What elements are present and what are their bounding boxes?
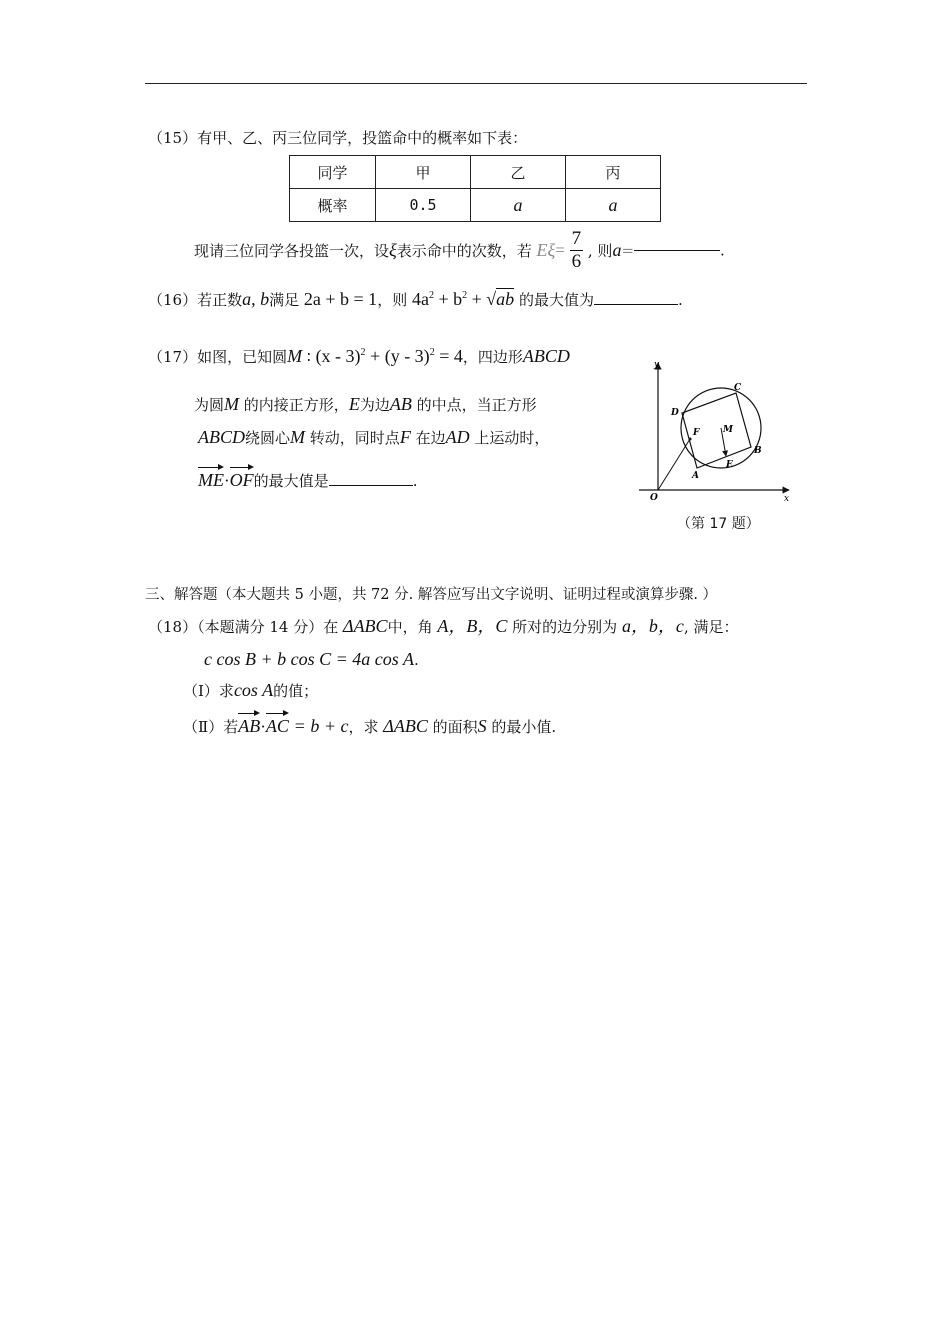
answer-blank: [634, 250, 720, 251]
q18-text: （Ⅱ）若: [183, 718, 239, 736]
vector-ME: ME: [198, 470, 224, 490]
fraction-denominator: 6: [571, 251, 582, 272]
var-a: a: [612, 240, 622, 260]
table-cell: 0.5: [376, 189, 471, 222]
var-M: M: [290, 427, 306, 447]
q18-text: 的值；: [273, 682, 319, 700]
dot-operator: ·: [260, 717, 266, 736]
table-row: [290, 189, 661, 222]
q17-text: 的最大值是: [253, 472, 329, 490]
cos-A: cos A: [233, 680, 274, 700]
label-D: D: [671, 408, 679, 418]
rhs-expr: = b + c: [293, 716, 349, 736]
vector-OF: OF: [229, 470, 254, 490]
period: .: [413, 651, 419, 669]
q18-part1: [183, 680, 318, 701]
sqrt-ab: ab: [496, 289, 515, 309]
q18-line1: [148, 612, 738, 638]
answer-blank: [594, 304, 678, 305]
expectation-symbol: Eξ: [536, 240, 556, 260]
colon: ∶: [306, 348, 311, 366]
q16-text: 满足: [269, 291, 300, 309]
q18-text: 的面积: [432, 718, 478, 736]
label-y: y: [654, 360, 660, 370]
vector-AB: AB: [238, 716, 261, 736]
table-cell: 同学: [290, 156, 376, 189]
q17-text: 为圆: [194, 396, 225, 414]
table-cell: 丙: [566, 156, 661, 189]
q17-line2: [194, 394, 537, 415]
label-M: M: [723, 425, 733, 435]
table-cell: a: [471, 189, 566, 222]
eq-part: (x - 3): [315, 346, 361, 366]
xi-symbol: ξ: [389, 240, 397, 260]
answer-blank: [329, 485, 413, 486]
max-expression: $4a^2 + b^2 + √ab$: [411, 289, 515, 309]
segment-AD: AD: [445, 427, 470, 447]
q15-prompt: （15）有甲、乙、丙三位同学，投篮命中的概率如下表：: [148, 129, 528, 147]
q17-text: 上运动时，: [474, 429, 550, 447]
q18-text: 所对的边分别为: [512, 618, 618, 636]
table-cell: 乙: [471, 156, 566, 189]
label-O: O: [650, 493, 658, 503]
table-cell: a: [566, 189, 661, 222]
equals-sign: =: [621, 241, 635, 260]
table-row: [290, 156, 661, 189]
q17-text: 在边: [415, 429, 446, 447]
q15-condition: [194, 228, 725, 273]
figure-caption: （第 17 题）: [677, 516, 760, 532]
q16-text: （16）若正数: [148, 291, 243, 309]
q17-text: （17）如图，已知圆: [148, 348, 288, 366]
q16-line: [148, 289, 683, 310]
period: .: [720, 241, 725, 260]
q18-text: 的最小值.: [491, 718, 557, 736]
angles-ABC: A，B，C: [437, 616, 508, 636]
table-cell: 甲: [376, 156, 471, 189]
label-C: C: [734, 383, 742, 393]
segment-OF: [658, 439, 690, 490]
q18-text: （18）（本题满分 14 分）在: [148, 618, 339, 636]
q18-condition: [204, 649, 419, 670]
q16-text: 的最大值为: [518, 291, 594, 309]
point-F: [689, 438, 692, 441]
q17-text: 转动，同时点: [309, 429, 400, 447]
condition-expr: c cos B + b cos C = 4a cos A: [204, 649, 414, 669]
eq-part: + (y - 3): [370, 346, 430, 366]
q17-text: 绕圆心: [245, 429, 291, 447]
q18-text: （Ⅰ）求: [183, 682, 234, 700]
var-F: F: [399, 427, 411, 447]
q17-line3: [198, 427, 549, 448]
q15-text: 表示命中的次数，若: [396, 242, 532, 260]
sides-abc: a，b，c: [621, 616, 684, 636]
var-E: E: [348, 394, 360, 414]
term-b: + b: [438, 289, 463, 309]
q18-text: ，求: [348, 718, 379, 736]
q15-text: , 则: [587, 242, 613, 260]
sqrt-sign: + √: [471, 289, 497, 309]
segment-AB: AB: [389, 394, 412, 414]
period: .: [677, 291, 683, 309]
var-M: M: [287, 346, 303, 366]
dot-operator: ·: [224, 471, 230, 490]
fraction-7-6: [570, 228, 584, 273]
label-x: x: [784, 494, 790, 504]
triangle-ABC: ΔABC: [343, 616, 388, 636]
label-A: A: [692, 471, 699, 481]
var-M: M: [224, 394, 240, 414]
label-E: E: [726, 460, 733, 470]
vector-AC: AC: [265, 716, 289, 736]
label-F: F: [693, 428, 700, 438]
equals-sign: =: [555, 240, 565, 260]
q17-figure: [634, 355, 794, 510]
circle-equation: (x - 3)$^2$ + (y - 3)$^2$ = 4: [315, 346, 463, 366]
q17-text: 的中点，当正方形: [416, 396, 537, 414]
square-ABCD: ABCD: [198, 427, 245, 447]
triangle-ABC: ΔABC: [383, 716, 428, 736]
q16-text: ，则: [377, 291, 408, 309]
label-B: B: [754, 446, 762, 456]
q18-text: , 满足：: [683, 618, 739, 636]
q15-text: 现请三位同学各投篮一次，设: [194, 242, 390, 260]
square-ABCD: ABCD: [522, 346, 570, 366]
fraction-numerator: 7: [571, 228, 582, 249]
q18-part2: [183, 716, 556, 737]
eq-part: = 4: [439, 346, 463, 366]
vars-a-b: a, b: [242, 289, 270, 309]
header-rule: [145, 83, 807, 84]
q18-text: 中，角: [387, 618, 433, 636]
q17-text: 为边: [359, 396, 390, 414]
var-S: S: [477, 716, 487, 736]
table-cell: 概率: [290, 189, 376, 222]
term-4a: 4a: [411, 289, 429, 309]
q17-text: 的内接正方形，: [243, 396, 349, 414]
section-3-heading: 三、解答题（本大题共 5 小题，共 72 分. 解答应写出文字说明、证明过程或演算步骤. ）: [145, 587, 718, 603]
q17-text: ，四边形: [462, 348, 523, 366]
probability-table: [289, 155, 661, 222]
q17-line4: [198, 470, 417, 491]
condition-expr: 2a + b = 1: [303, 289, 378, 309]
q17-line1: [148, 346, 570, 367]
period: .: [412, 472, 418, 490]
